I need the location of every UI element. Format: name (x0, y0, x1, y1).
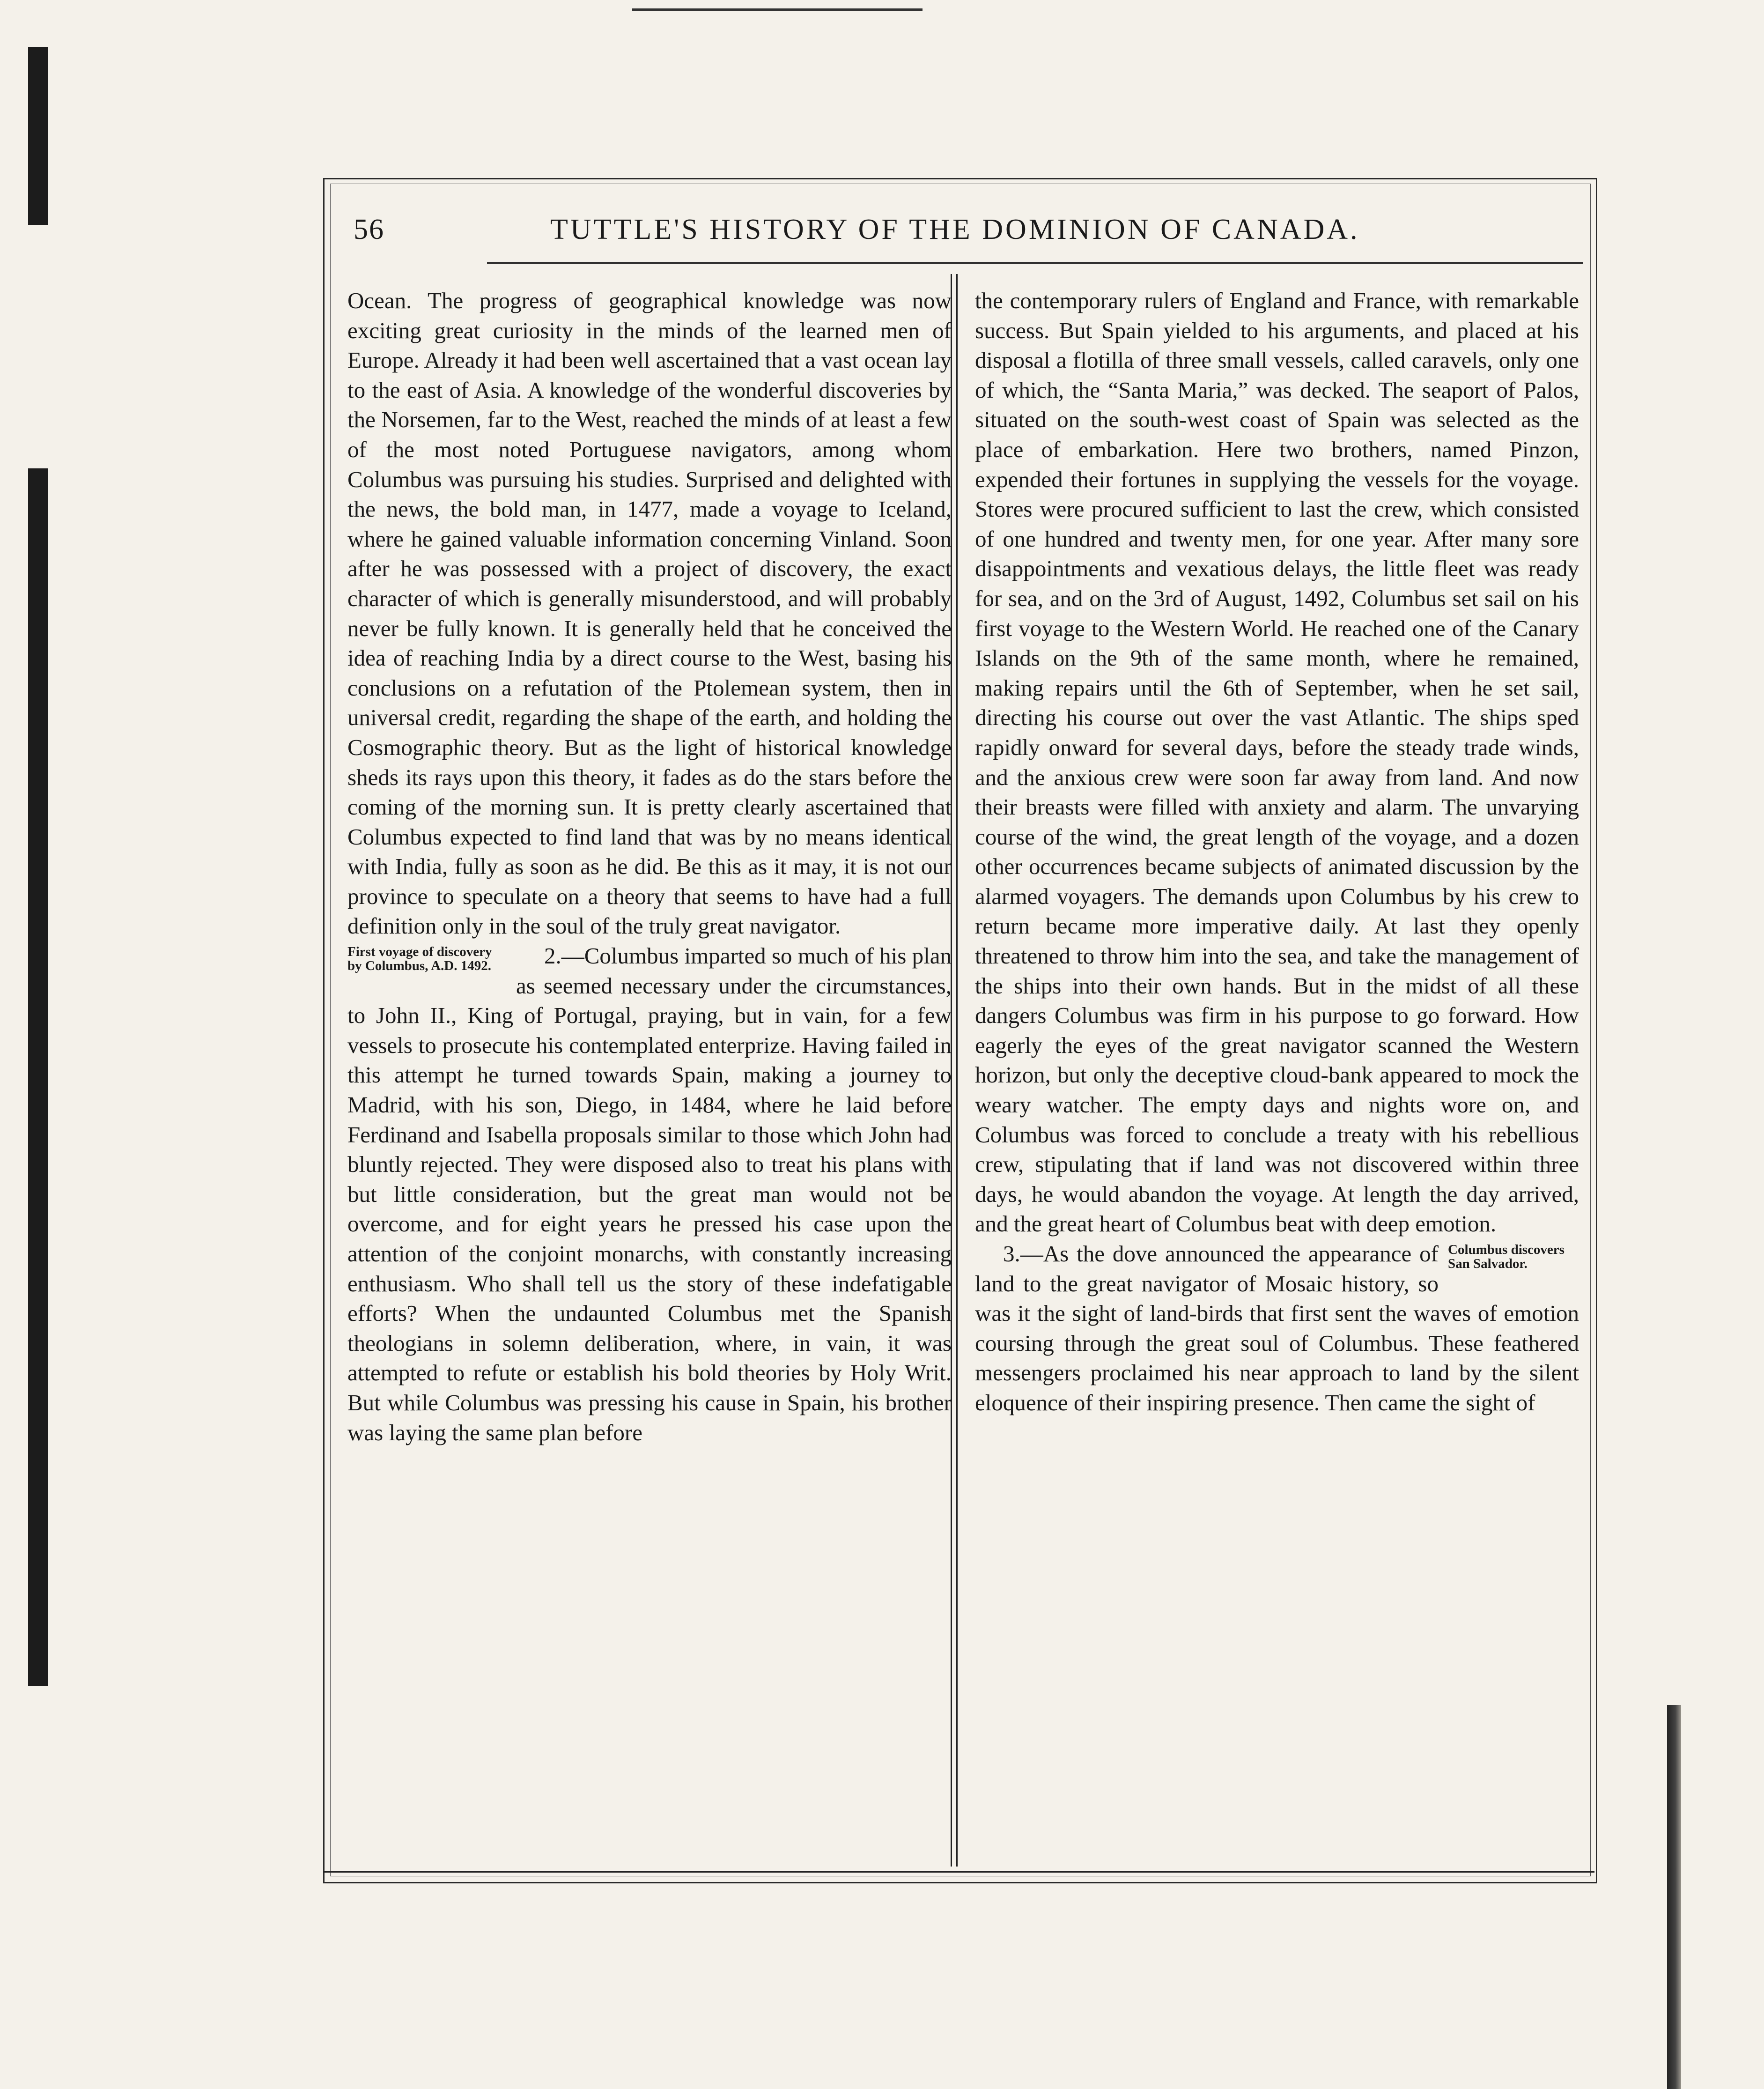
page-header (354, 213, 1571, 251)
paragraph: the contemporary rulers of England and France, with remarkable success. But Spain yielded to his arguments, and placed at his disposal a flotilla of three small vessels, called caravels, only one of which, the “Santa Maria,” was decked. The seaport of Palos, situated on the south-west coast of Spain was selected as the place of embarkation. Here two brothers, named Pinzon, expended their fortunes in supplying the vessels for the voyage. Stores were procured sufficient to last the crew, which consisted of one hundred and twenty men, for one year. After many sore disappointments and vexatious delays, the little fleet was ready for sea, and on the 3rd of August, 1492, Columbus set sail on his first voyage to the Western World. He reached one of the Canary Islands on the 9th of the same month, where he remained, making repairs until the 6th of September, when he set sail, directing his course out over the vast Atlantic. The ships sped rapidly onward for several days, before the steady trade winds, and the anxious crew were soon far away from land. And now their breasts were filled with anxiety and alarm. The unvarying course of the wind, the great length of the voyage, and a dozen other occurrences became subjects of animated discussion by the alarmed voyagers. The demands upon Columbus by his crew to return became more imperative daily. At last they openly threatened to throw him into the sea, and take the management of the ships into their own hands. But in the midst of all these dangers Columbus was firm in his purpose to go forward. How eagerly the eyes of the great navigator scanned the Western horizon, but only the deceptive cloud-bank appeared to mock the weary watcher. The empty days and nights wore on, and Columbus was forced to conclude a treaty with his rebellious crew, stipulating that if land was not discovered within three days, he would abandon the voyage. At length the day arrived, and the great heart of Columbus beat with deep emotion. (975, 288, 1579, 1237)
scan-edge-mark (632, 8, 923, 11)
paragraph-text: 3.—As the dove announced the appearance of land to the great navigator of Mosaic history, so was it the sight of land-birds that first sent the waves of emotion coursing through the great soul of Columbus. These feathered messengers proclaimed his near approach to land by the silent eloquence of their inspiring presence. Then came the sight of (975, 1241, 1579, 1415)
scan-edge-shadow (28, 47, 48, 225)
paragraph (975, 1239, 1579, 1418)
column-divider (956, 274, 958, 1867)
header-rule (487, 262, 1583, 264)
footer-rule (323, 1871, 1594, 1873)
margin-note: First voyage of discovery by Columbus, A.D. 1492. (347, 944, 492, 974)
paragraph-text: 2.—Columbus imparted so much of his plan as seemed necessary under the circumstances, to John II., King of Portugal, praying, but in vain, for a few vessels to prosecute his contemplated enterprize. Having failed in this attempt he turned towards Spain, making a journey to Madrid, with his son, Diego, in 1484, where he laid before Ferdinand and Isabella proposals similar to those which John had bluntly rejected. They were disposed also to treat his plans with but little consideration, but the great man would not be overcome, and for eight years he pressed his case upon the attention of the conjoint monarchs, with constantly increasing enthusiasm. Who shall tell us the story of these indefatigable efforts? When the undaunted Columbus met the Spanish theologians in solemn deliberation, where, in vain, it was attempted to refute or establish his bold theories by Holy Writ. But while Columbus was pressing his cause in Spain, his brother was laying the same plan before (347, 943, 952, 1445)
paragraph: Ocean. The progress of geographical knowledge was now exciting great curiosity in the minds of the learned men of Europe. Already it had been well ascertained that a vast ocean lay to the east of Asia. A knowledge of the wonderful discoveries by the Norsemen, far to the West, reached the minds of at least a few of the most noted Portuguese navigators, among whom Columbus was pursuing his studies. Surprised and delighted with the news, the bold man, in 1477, made a voyage to Iceland, where he gained valuable information concerning Vinland. Soon after he was possessed with a project of discovery, the exact character of which is generally misunderstood, and will probably never be fully known. It is generally held that he conceived the idea of reaching India by a direct course to the West, basing his conclusions on a refutation of the Ptolemean system, then in universal credit, regarding the shape of the earth, and holding the Cosmographic theory. But as the light of historical knowledge sheds its rays upon this theory, it fades as do the stars before the coming of the morning sun. It is pretty clearly ascertained that Columbus expected to find land that was by no means identical with India, fully as soon as he did. Be this as it may, it is not our province to speculate on a theory that seems to have had a full definition only in the soul of the truly great navigator. (347, 288, 952, 939)
left-column (347, 286, 952, 1447)
running-head: TUTTLE'S HISTORY OF THE DOMINION OF CANADA. (550, 214, 1360, 245)
paragraph (347, 941, 952, 1447)
margin-note: Columbus discovers San Salvador. (1448, 1242, 1565, 1271)
scan-edge-shadow (28, 468, 48, 1686)
page-number: 56 (354, 214, 384, 245)
right-column (975, 286, 1579, 1418)
scan-edge-shadow (1667, 1705, 1681, 2089)
